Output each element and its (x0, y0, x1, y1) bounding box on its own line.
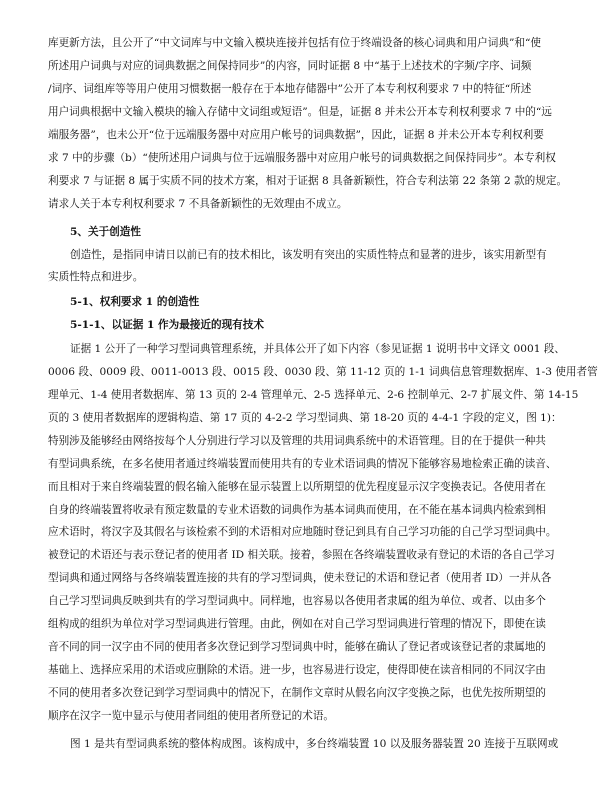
section-heading: 5、关于创造性 (70, 226, 141, 238)
paragraph-line: 端服务器”，也未公开“位于远端服务器中对应用户帐号的词典数据”，因此，证据 8 并未公开本专利权利要 (48, 129, 544, 141)
paragraph-line: 有型词典系统，在多名使用者通过终端装置而使用共有的专业术语词典的情况下能够容易地检索正确的读音、 (48, 458, 557, 470)
paragraph-line: 理单元、1-4 使用者数据库、第 13 页的 2-4 管理单元、2-5 选择单元、2-6 控制单元、2-7 扩展文件、第 14-15 (48, 389, 579, 401)
paragraph-line: 音不同的同一汉字由不同的使用者多次登记到学习型词典中时，能够在确认了登记者或该登记者的隶属地的 (48, 641, 546, 653)
paragraph-line: 库更新方法，且公开了“中文词库与中文输入模块连接并包括有位于终端设备的核心词典和用户词典”和“使 (48, 37, 541, 49)
paragraph-line: 自身的终端装置将收录有预定数量的专业术语数的词典作为基本词典而使用，在不能在基本词典内检索到相 (48, 504, 546, 516)
paragraph-line: 基础上、选择应采用的术语或应删除的术语。进一步，也容易进行设定，使得即使在读音相同的不同汉字由 (48, 664, 546, 676)
paragraph-line: 利要求 7 与证据 8 属于实质不同的技术方案，相对于证据 8 具备新颖性，符合专利法第 22 条第 2 款的规定。 (48, 175, 568, 187)
paragraph-line: 0006 段、0009 段、0011-0013 段、0015 段、0030 段、第 11-12 页的 1-1 词典信息管理数据库、1-3 使用者管 (48, 366, 598, 378)
paragraph-line: 所述用户词典与对应的词典数据之间保持同步”的内容，同时证据 8 中“基于上述技术的字频/字序、词频 (48, 60, 532, 72)
paragraph-line: 证据 1 公开了一种学习型词典管理系统，并具体公开了如下内容（参见证据 1 说明书中文译文 0001 段、 (70, 343, 565, 355)
paragraph-line: 被登记的术语还与表示登记者的使用者 ID 相关联。接着，参照在各终端装置收录有登记的术语的各自己学习 (48, 549, 555, 561)
paragraph-line: 应术语时，将汉字及其假名与该检索不到的术语相对应地随时登记到具有自己学习功能的自己学习型词典中。 (48, 526, 557, 538)
paragraph-line: 图 1 是共有型词典系统的整体构成图。该构成中，多台终端装置 10 以及服务器装置 20 连接于互联网或 (70, 738, 559, 750)
paragraph-line: /词序、词组库等等用户使用习惯数据一般存在于本地存储器中”公开了本专利权利要求 7 中的特征“所述 (48, 83, 532, 95)
paragraph-line: 页的 3 使用者数据库的逻辑构造、第 17 页的 4-2-2 学习型词典、第 18-20 页的 4-4-1 字段的定义，图 1)： (48, 412, 562, 424)
paragraph-line: 用户词典根据中文输入模块的输入存储中文词组或短语”。但是，证据 8 并未公开本专利权利要求 7 中的“远 (48, 106, 552, 118)
paragraph-line: 创造性，是指同申请日以前已有的技术相比，该发明有突出的实质性特点和显著的进步，该实用新型有 (70, 249, 547, 261)
paragraph-line: 型词典和通过网络与各终端装置连接的共有的学习型词典，使未登记的术语和登记者（使用者 ID）一并从各 (48, 572, 552, 584)
paragraph-line: 特别涉及能够经由网络按每个人分别进行学习以及管理的共用词典系统中的术语管理。目的在于提供一种共 (48, 435, 546, 447)
paragraph-line: 而且相对于来自终端装置的假名输入能够在显示装置上以所期望的优先程度显示汉字变换表记。各使用者在 (48, 481, 546, 493)
paragraph-line: 不同的使用者多次登记到学习型词典中的情况下，在制作文章时从假名向汉字变换之际，也优先按所期望的 (48, 687, 546, 699)
section-heading: 5-1-1、以证据 1 作为最接近的现有技术 (70, 319, 264, 331)
paragraph-line: 求 7 中的步骤（b）“使所述用户词典与位于远端服务器中对应用户帐号的词典数据之间保持同步”。本专利权 (48, 152, 556, 164)
paragraph-line: 顺序在汉字一览中显示与使用者同组的使用者所登记的术语。 (48, 710, 335, 722)
paragraph-line: 请求人关于本专利权利要求 7 不具备新颖性的无效理由不成立。 (48, 198, 348, 210)
section-heading: 5-1、权利要求 1 的创造性 (70, 296, 200, 308)
paragraph-line: 实质性特点和进步。 (48, 271, 144, 283)
paragraph-line: 自己学习型词典反映到共有的学习型词典中。同样地，也容易以各使用者隶属的组为单位、或者、以由多个 (48, 595, 546, 607)
paragraph-line: 组构成的组织为单位对学习型词典进行管理。由此，例如在对自己学习型词典进行管理的情况下，即使在读 (48, 618, 546, 630)
